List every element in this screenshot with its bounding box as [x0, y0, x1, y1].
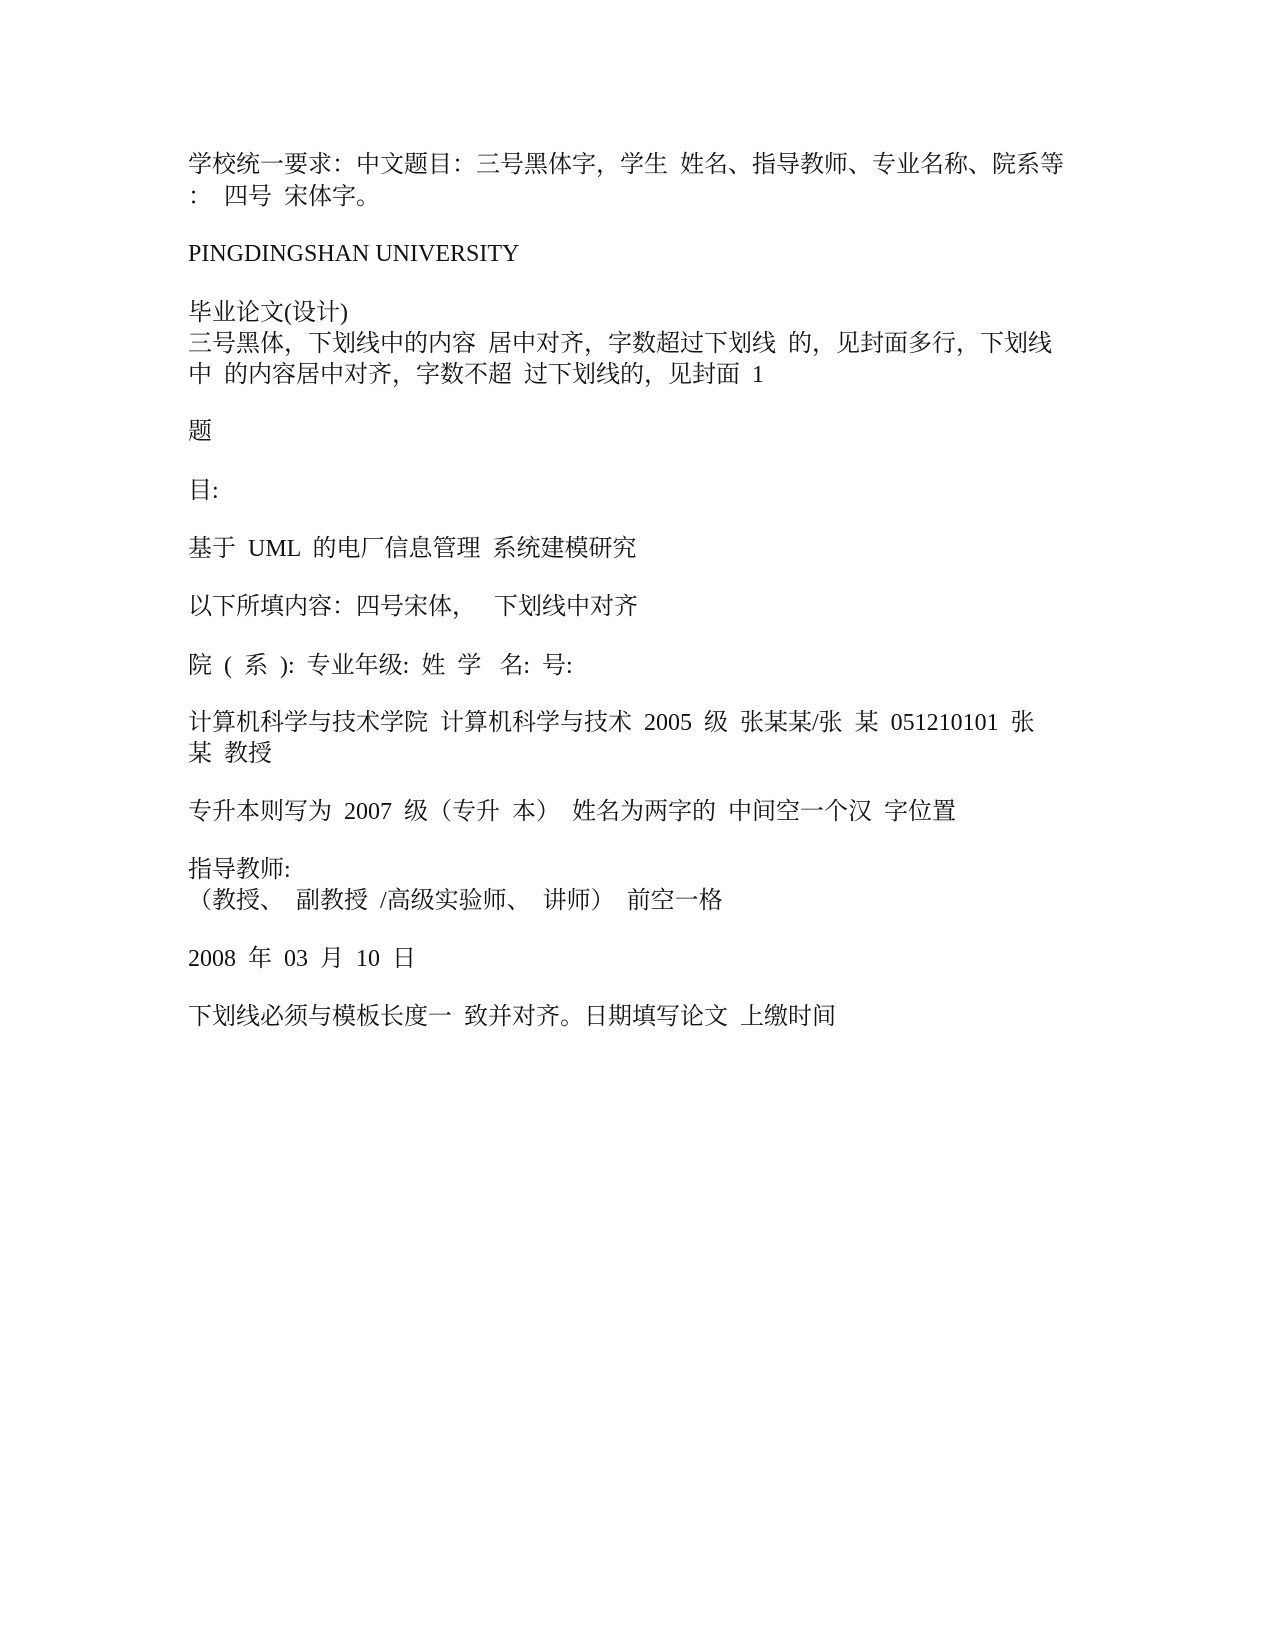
requirement-line-2: ： 四号 宋体字。	[188, 184, 380, 210]
field-values-line-2: 某 教授	[188, 741, 272, 767]
advisor-titles-note: （教授、 副教授 /高级实验师、 讲师） 前空一格	[188, 888, 723, 914]
thesis-title: 基于 UML 的电厂信息管理 系统建模研究	[188, 536, 637, 562]
requirement-line-1: 学校统一要求：中文题目：三号黑体字，学生 姓名、指导教师、专业名称、院系等	[188, 152, 1064, 178]
title-label-part-1: 题	[188, 419, 212, 445]
date-line: 2008 年 03 月 10 日	[188, 946, 416, 972]
thesis-type: 毕业论文(设计)	[188, 300, 348, 326]
advisor-label: 指导教师:	[188, 857, 291, 883]
field-format-note: 专升本则写为 2007 级（专升 本） 姓名为两字的 中间空一个汉 字位置	[188, 799, 956, 825]
field-labels: 院 ( 系 ): 专业年级: 姓 学 名: 号:	[188, 653, 573, 679]
title-label-part-2: 目:	[188, 478, 219, 504]
field-values-line-1: 计算机科学与技术学院 计算机科学与技术 2005 级 张某某/张 某 051210101 张	[188, 710, 1035, 736]
title-format-note-2: 中 的内容居中对齐，字数不超 过下划线的，见封面 1	[188, 362, 764, 388]
underline-date-note: 下划线必须与模板长度一 致并对齐。日期填写论文 上缴时间	[188, 1004, 836, 1030]
title-format-note-1: 三号黑体，下划线中的内容 居中对齐，字数超过下划线 的，见封面多行，下划线	[188, 331, 1052, 357]
fill-format-note: 以下所填内容：四号宋体， 下划线中对齐	[188, 594, 638, 620]
university-name: PINGDINGSHAN UNIVERSITY	[188, 241, 520, 267]
